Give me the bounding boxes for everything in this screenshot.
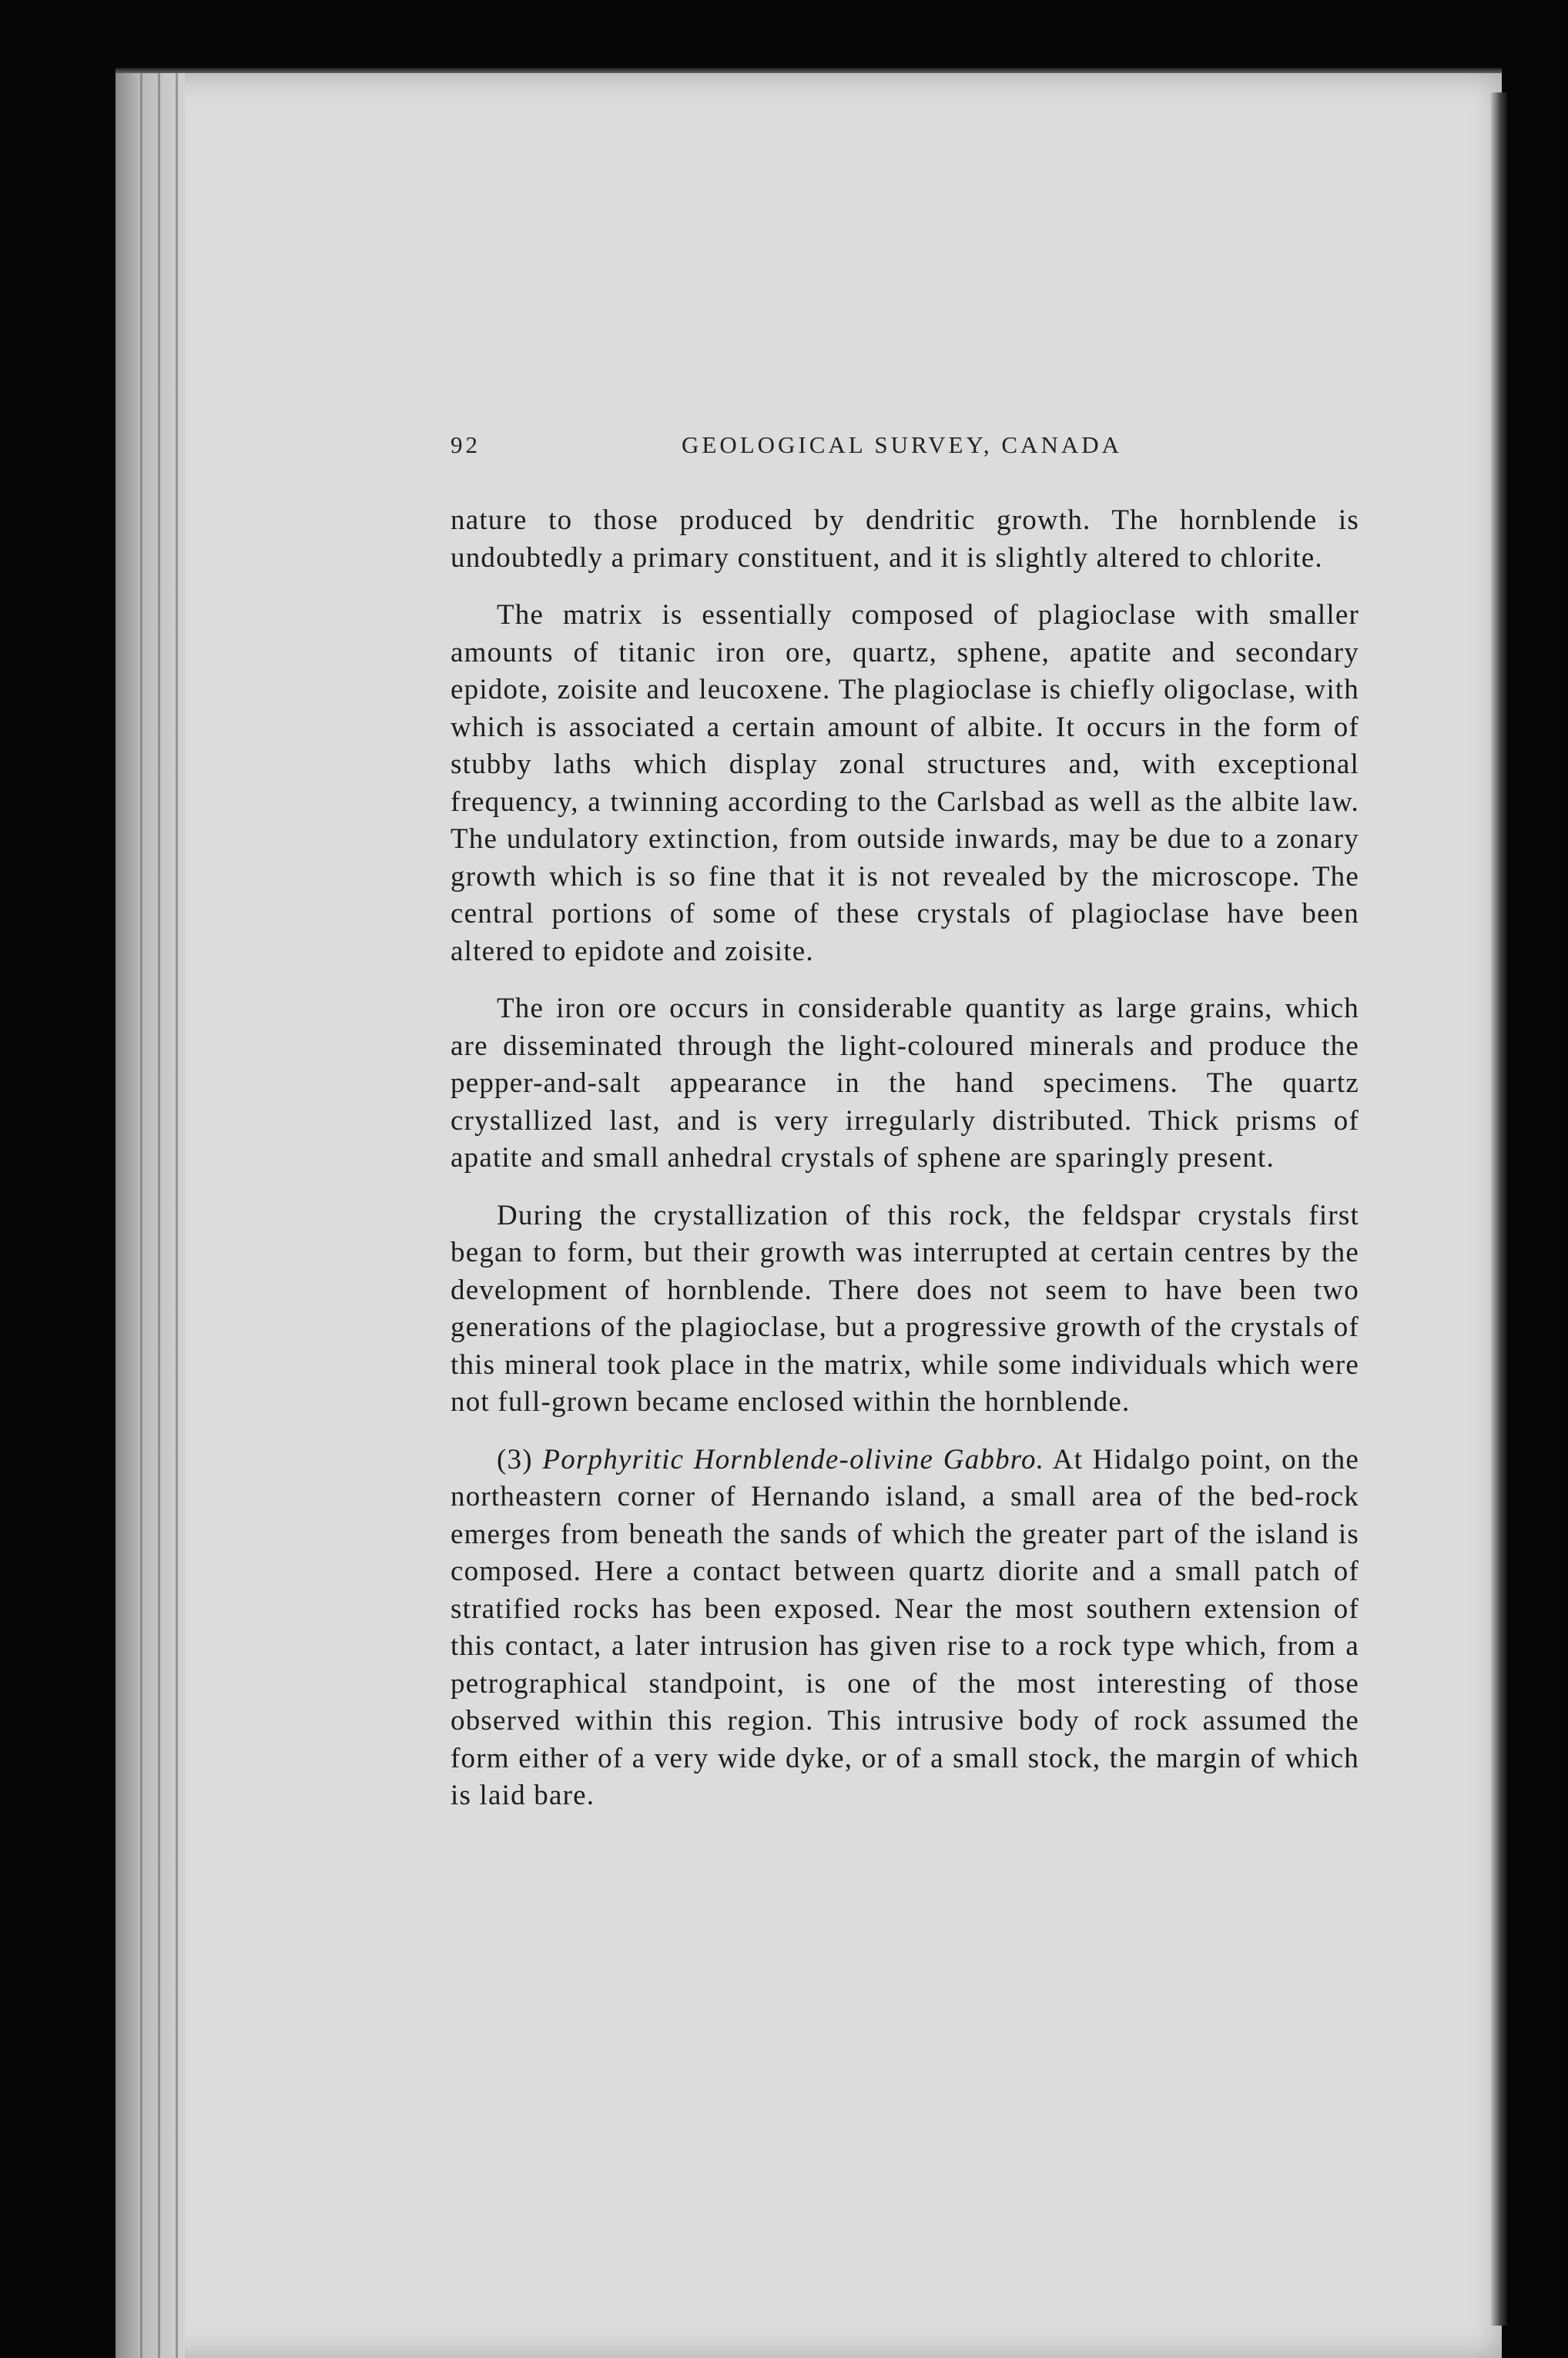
- section-title: Porphyritic Hornblende-olivine Gabbro.: [542, 1443, 1045, 1475]
- section-number: (3): [497, 1443, 533, 1475]
- paragraph: The iron ore occurs in considerable quantity as large grains, which are disseminated through the light-coloured minerals and produce the pepper-and-salt appearance in the hand specimens. The quartz crystallized last, and is very irregularly distributed. Thick prisms of apatite and small anhedral crystals of sphene are sparingly present.: [451, 993, 1359, 1174]
- page-content: [451, 431, 1359, 1835]
- section-paragraph: [451, 1442, 1359, 1815]
- running-head: [451, 431, 1359, 462]
- gutter-line: [158, 73, 160, 2358]
- paragraph: nature to those produced by dendritic growth. The hornblende is undoubtedly a primary constituent, and it is slightly altered to chlorite.: [451, 504, 1359, 574]
- page-number: 92: [451, 431, 481, 458]
- paragraph: During the crystallization of this rock, the feldspar crystals first began to form, but their growth was interrupted at certain centres by the development of hornblende. There does not seem to have been two generations of the plagioclase, but a progressive growth of the crystals of this mineral took place in the matrix, while some individuals which were not full-grown became enclosed within the hornblende.: [451, 1199, 1359, 1418]
- gutter-line: [140, 73, 142, 2358]
- paragraph: The matrix is essentially composed of plagioclase with smaller amounts of titanic iron ore, quartz, sphene, apatite and secondary epidote, zoisite and leucoxene. The plagioclase is chiefly oligoclase, with which is associated a certain amount of albite. It occurs in the form of stubby laths which display zonal structures and, with exceptional frequency, a twinning according to the Carlsbad as well as the albite law. The undulatory extinction, from outside inwards, may be due to a zonary growth which is so fine that it is not revealed by the microscope. The central portions of some of these crystals of plagioclase have been altered to epidote and zoisite.: [451, 599, 1359, 967]
- page-gutter: [116, 73, 185, 2358]
- section-text: At Hidalgo point, on the northeastern corner of Hernando island, a small area of the bed-rock emerges from beneath the sands of which the greater part of the island is composed. Here a contact between quartz diorite and a small patch of stratified rocks has been exposed. Near the most southern extension of this contact, a later intrusion has given rise to a rock type which, from a petrographical standpoint, is one of the most interesting of those observed within this region. This intrusive body of rock assumed the form either of a very wide dyke, or of a small stock, the margin of which is laid bare.: [451, 1443, 1360, 1811]
- page-right-edge: [1490, 92, 1507, 2326]
- running-head-title: GEOLOGICAL SURVEY, CANADA: [682, 431, 1122, 458]
- gutter-line: [176, 73, 178, 2358]
